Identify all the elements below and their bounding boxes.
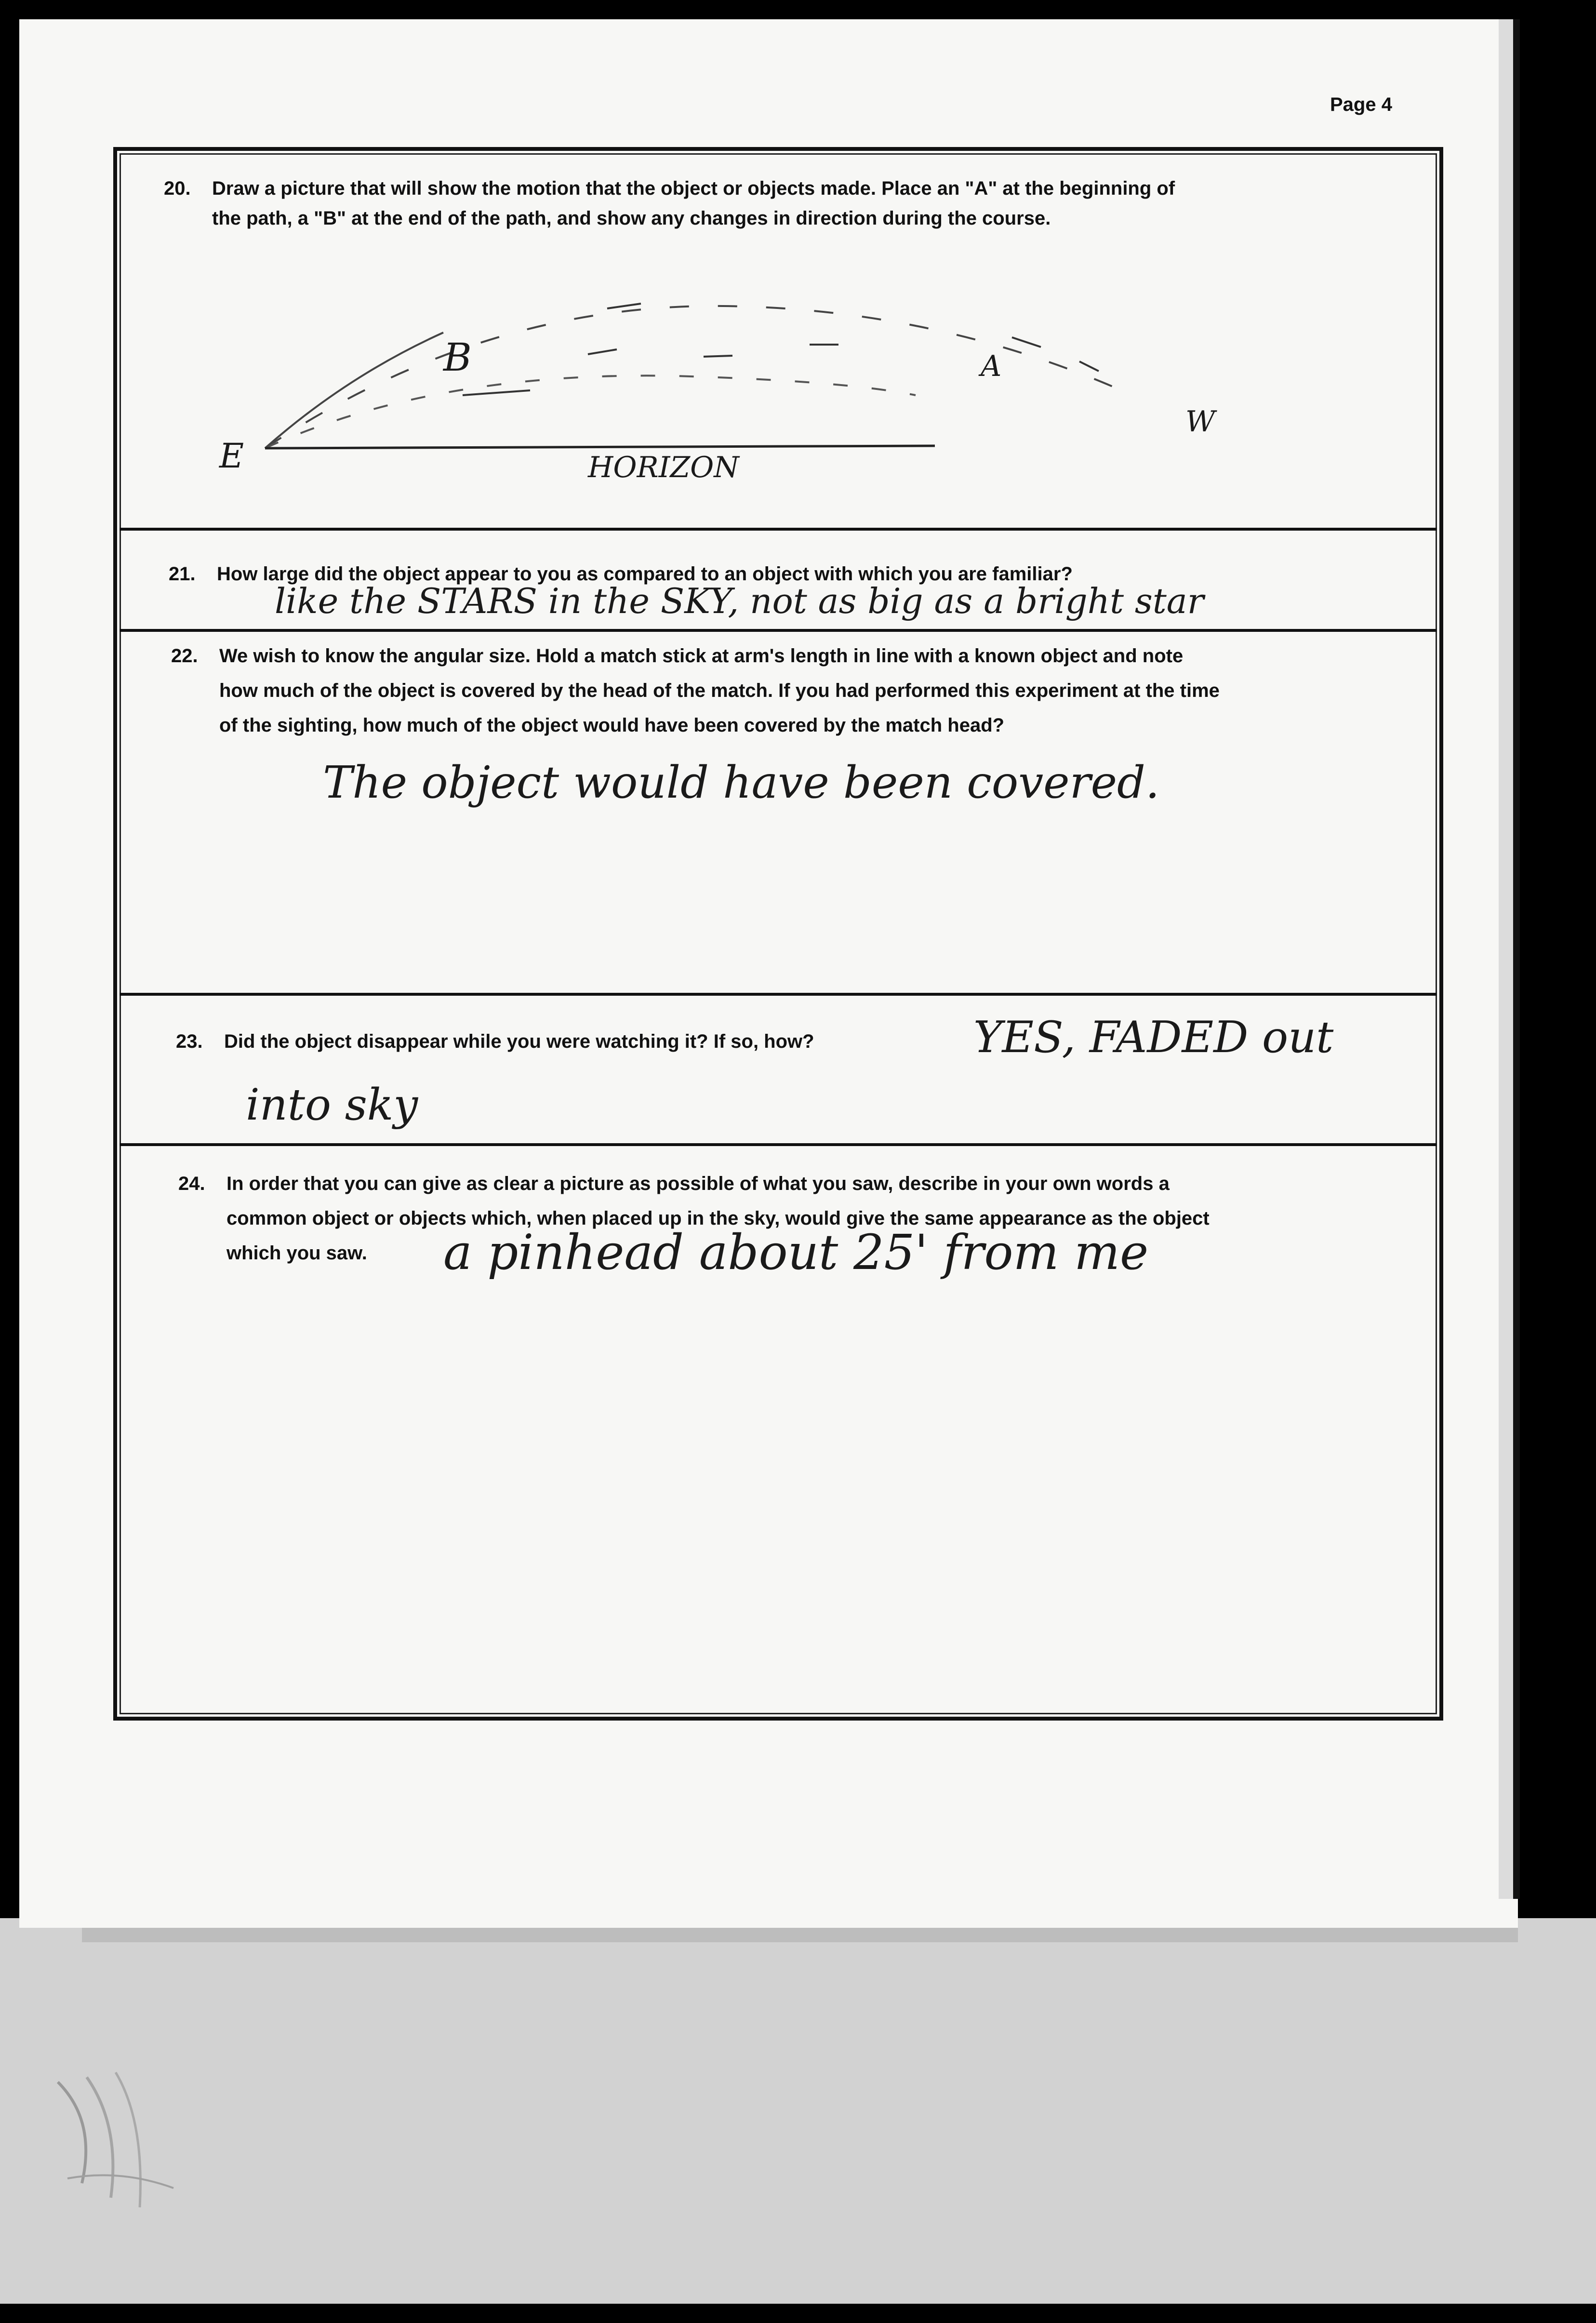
question-text: In order that you can give as clear a picture as possible of what you saw, describe in your own words a xyxy=(226,1173,1170,1194)
question-20 xyxy=(164,169,1417,238)
answer-23-line1: YES, FADED out xyxy=(973,1012,1334,1063)
answer-21: like the STARS in the SKY, not as big as a bright star xyxy=(275,581,1204,621)
section-divider xyxy=(120,1143,1437,1146)
question-text: Draw a picture that will show the motion that the object or objects made. Place an "A" at the beginning of xyxy=(212,178,1175,199)
question-text-cont: the path, a "B" at the end of the path, and show any changes in direction during the course. xyxy=(212,208,1051,229)
question-text-cont: how much of the object is covered by the head of the match. If you had performed this experiment at the time xyxy=(219,680,1220,701)
sketch-label-east: E xyxy=(219,436,244,476)
section-divider xyxy=(120,993,1437,996)
page-right-edge xyxy=(1513,19,1520,1899)
scan-smudge-mark xyxy=(39,2024,212,2236)
answer-24: a pinhead about 25' from me xyxy=(443,1224,1149,1281)
sketch-label-horizon: HORIZON xyxy=(588,451,739,484)
sketch-label-west: W xyxy=(1185,405,1215,439)
question-number: 23. xyxy=(176,1031,203,1052)
question-text-cont: of the sighting, how much of the object would have been covered by the match head? xyxy=(219,715,1005,736)
question-23 xyxy=(176,1022,995,1061)
answer-22: The object would have been covered. xyxy=(323,757,1160,808)
motion-path-sketch xyxy=(193,251,1301,501)
page-number: Page 4 xyxy=(1330,94,1392,115)
sketch-label-start: A xyxy=(981,349,1002,383)
underlying-page xyxy=(0,1918,1596,2304)
question-text: We wish to know the angular size. Hold a match stick at arm's length in line with a known object and note xyxy=(219,645,1184,667)
question-text-cont: which you saw. xyxy=(226,1242,367,1264)
question-22 xyxy=(171,636,1434,745)
question-number: 24. xyxy=(178,1173,205,1194)
question-text-cont: common object or objects which, when placed up in the sky, would give the same appearance as the object xyxy=(226,1208,1210,1229)
section-divider xyxy=(120,528,1437,531)
sketch-label-end: B xyxy=(443,335,472,380)
question-text: Did the object disappear while you were watching it? If so, how? xyxy=(224,1031,814,1052)
question-number: 20. xyxy=(164,178,191,199)
question-number: 22. xyxy=(171,645,198,667)
section-divider xyxy=(120,629,1437,632)
answer-23-line2: into sky xyxy=(246,1080,418,1130)
question-number: 21. xyxy=(169,563,196,585)
question-text: How large did the object appear to you as compared to an object with which you are familiar? xyxy=(217,563,1073,585)
